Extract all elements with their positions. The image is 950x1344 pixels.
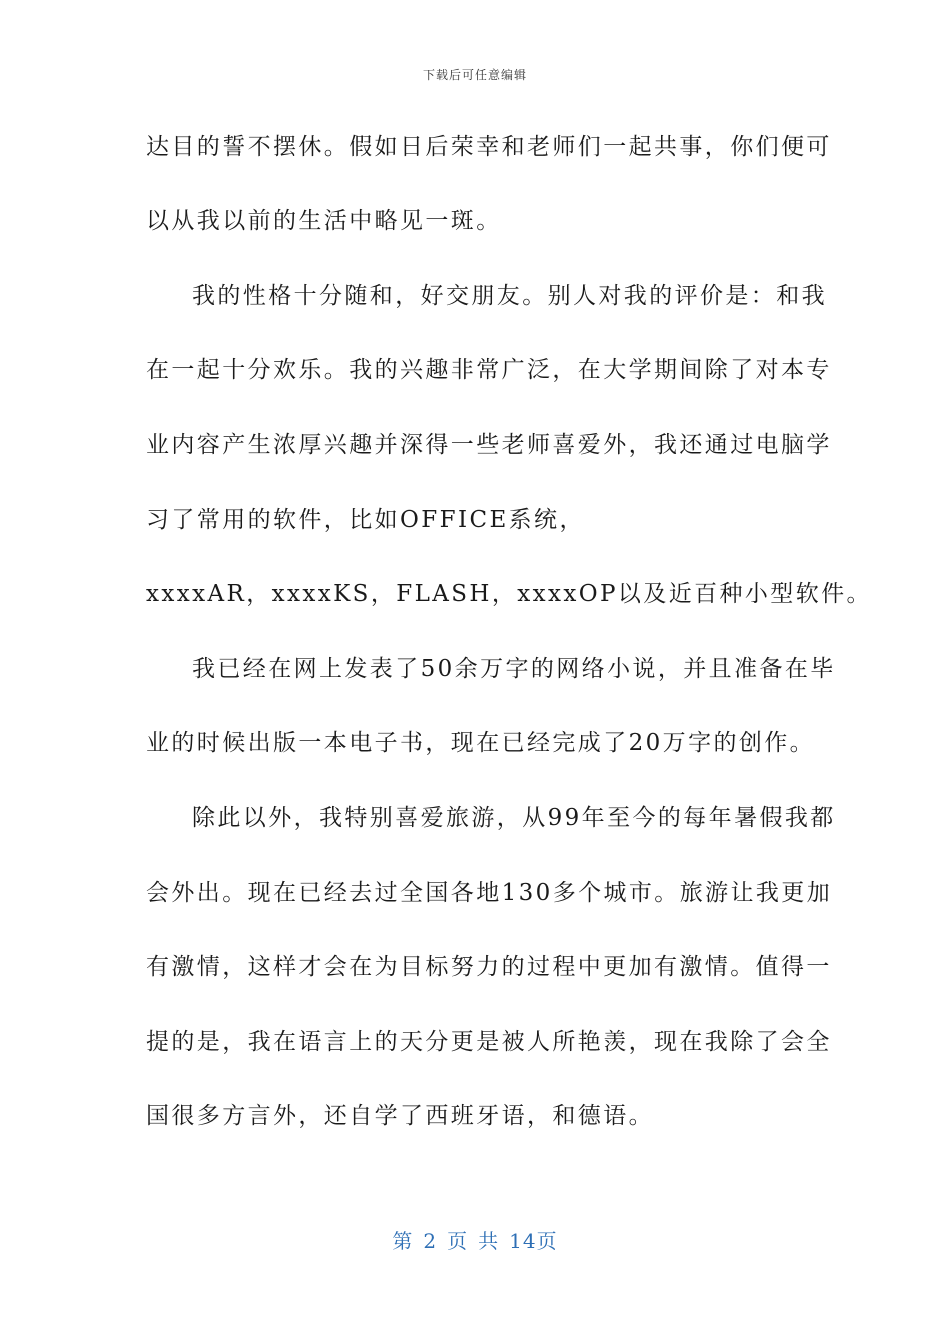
footer-ye: 页 — [447, 1229, 469, 1253]
paragraph-start-line: 我已经在网上发表了50余万字的网络小说，并且准备在毕 — [192, 656, 836, 682]
text-line: 会外出。现在已经去过全国各地130多个城市。旅游让我更加 — [146, 880, 833, 906]
footer-gong: 共 — [478, 1229, 500, 1253]
text-line: 业的时候出版一本电子书，现在已经完成了20万字的创作。 — [146, 730, 816, 756]
text-line: 在一起十分欢乐。我的兴趣非常广泛，在大学期间除了对本专 — [146, 357, 832, 383]
paragraph-start-line: 我的性格十分随和，好交朋友。别人对我的评价是：和我 — [192, 283, 827, 309]
page-header-note: 下载后可任意编辑 — [422, 68, 527, 82]
text-line: 以从我以前的生活中略见一斑。 — [146, 208, 502, 234]
text-line: 业内容产生浓厚兴趣并深得一些老师喜爱外，我还通过电脑学 — [146, 432, 832, 458]
text-line: 达目的誓不摆休。假如日后荣幸和老师们一起共事，你们便可 — [146, 134, 832, 160]
text-line: 有激情，这样才会在为目标努力的过程中更加有激情。值得一 — [146, 954, 832, 980]
paragraph-start-line: 除此以外，我特别喜爱旅游，从99年至今的每年暑假我都 — [192, 805, 836, 831]
text-line: 国很多方言外，还自学了西班牙语，和德语。 — [146, 1103, 654, 1129]
text-line: 提的是，我在语言上的天分更是被人所艳羡，现在我除了会全 — [146, 1029, 832, 1055]
footer-di: 第 — [392, 1229, 414, 1253]
text-line: 习了常用的软件，比如OFFICE系统， — [146, 507, 585, 533]
footer-current-page: 2 — [423, 1229, 438, 1253]
text-line: xxxxAR，xxxxKS，FLASH，xxxxOP以及近百种小型软件。 — [146, 581, 872, 607]
page-number-footer — [0, 1225, 950, 1254]
footer-total-pages: 14页 — [509, 1229, 558, 1253]
